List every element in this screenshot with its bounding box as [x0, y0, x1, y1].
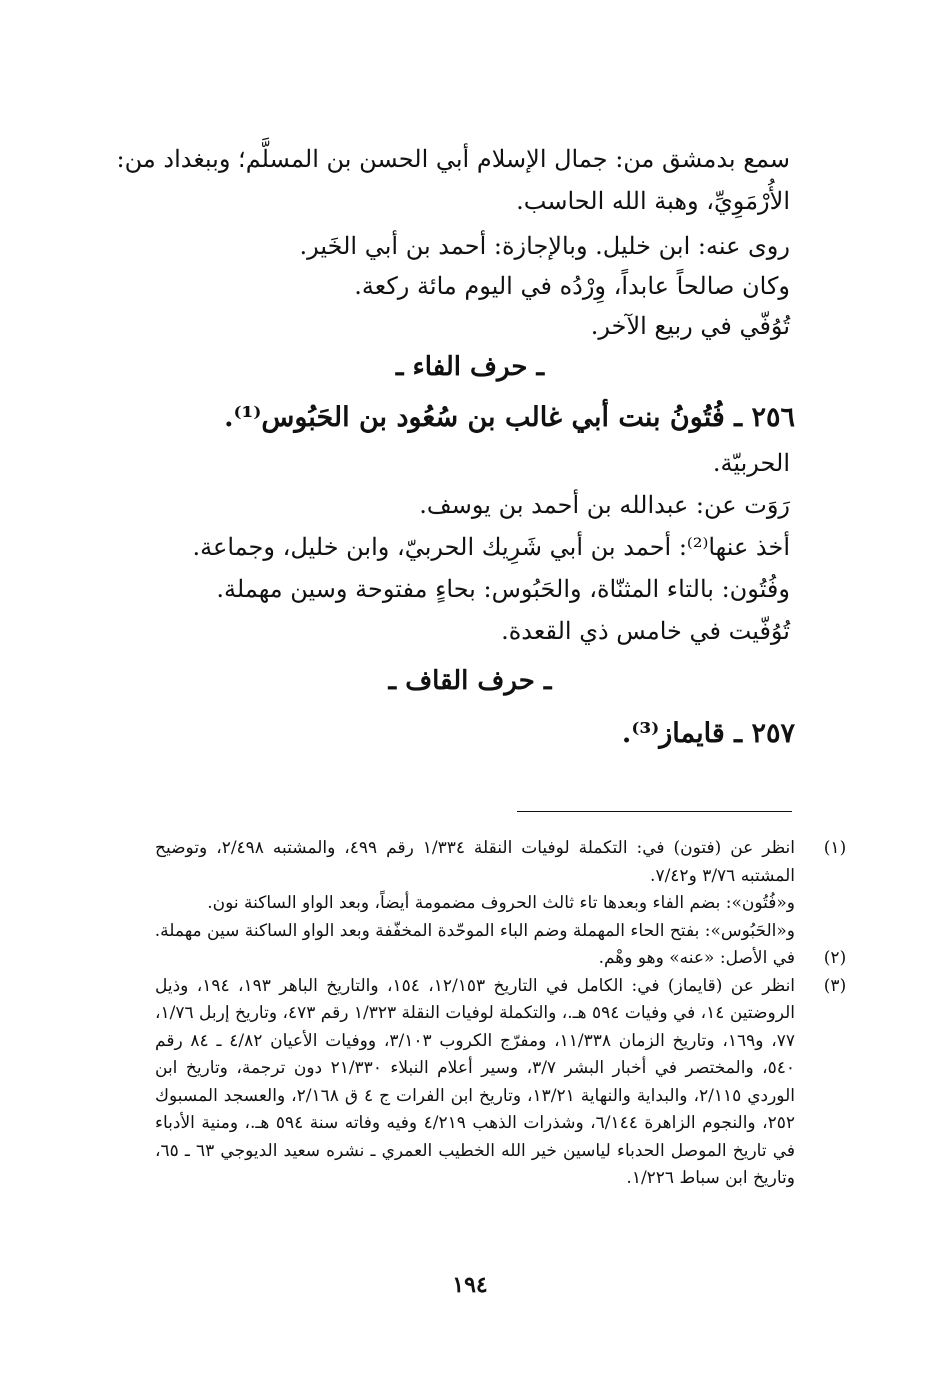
text-line: سمع بدمشق من: جمال الإسلام أبي الحسن بن المسلَّم؛ وببغداد من: — [116, 145, 790, 173]
entry-257-title: ٢٥٧ ـ قايماز⁽³⁾. — [621, 718, 795, 749]
text-line: رَوَت عن: عبدالله بن أحمد بن يوسف. — [419, 491, 790, 519]
footnote-text: انظر عن (فتون) في: التكملة لوفيات النقلة ١/٣٣٤ رقم ٤٩٩، والمشتبه ٢/٤٩٨، وتوضيح المشتبه ٣/٧٦ و٧/٤٢. — [155, 838, 795, 886]
footnotes — [154, 835, 847, 1193]
section-heading-faa: ـ حرف الفاء ـ — [395, 352, 545, 382]
text-line: وكان صالحاً عابداً، وِرْدُه في اليوم مائة ركعة. — [354, 272, 790, 300]
text-line: تُوُفّي في ربيع الآخر. — [590, 312, 790, 340]
section-heading-qaf: ـ حرف القاف ـ — [388, 666, 552, 696]
entry-256-title: ٢٥٦ ـ فُتُونُ بنت أبي غالب بن سُعُود بن الحَبُوس⁽¹⁾. — [224, 402, 795, 433]
intro-paragraphs — [120, 226, 790, 346]
text-line: روى عنه: ابن خليل. وبالإجازة: أحمد بن أبي الخَير. — [299, 232, 790, 260]
text-line: الحربيّة. — [712, 449, 790, 477]
footnote-subnote: و«فُتُون»: بضم الفاء وبعدها تاء ثالث الحروف مضمومة أيضاً، وبعد الواو الساكنة نون. — [207, 893, 795, 913]
text-line: تُوُفّيت في خامس ذي القعدة. — [501, 617, 790, 645]
footnote-text: في الأصل: «عنه» وهو وهْم. — [598, 948, 795, 968]
footnote-subnote: و«الحَبُوس»: بفتح الحاء المهملة وضم الباء الموحّدة المخفّفة وبعد الواو الساكنة سين مهملة. — [154, 920, 795, 941]
footnote-divider — [517, 811, 792, 812]
text-line: الأُرْمَوِيِّ، وهبة الله الحاسب. — [516, 187, 790, 215]
page-number: ١٩٤ — [452, 1272, 488, 1298]
footnote-1 — [154, 835, 847, 945]
footnote-text: انظر عن (قايماز) في: الكامل في التاريخ ١٢/١٥٣، ١٥٤، والتاريخ الباهر ١٩٣، ١٩٤، وذيل الروضتين ١٤، في وفيات ٥٩٤ هـ.، والتكملة لوفيات النقلة ١/٣٢٣ رقم ٤٧٣، وتاريخ إربل ١/٧٦، ٧٧، و١٦٩، وتاريخ الزمان ١١/٣٣٨، ومفرّج الكروب ٣/١٠٣، ووفيات الأعيان ٤/٨٢ ـ ٨٤ رقم ٥٤٠، والمختصر في أخبار البشر ٣/٧، وسير أعلام النبلاء ٢١/٣٣٠ دون ترجمة، وتاريخ ابن الوردي ٢/١١٥، والبداية والنهاية ١٣/٢١، وتاريخ ابن الفرات ج ٤ ق ٢/١٦٨، والعسجد المسبوك ٢٥٢، والنجوم الزاهرة ٦/١٤٤، وشذرات الذهب ٤/٢١٩ وفيه وفاته سنة ٥٩٤ هـ.، ومنية الأدباء في تاريخ الموصل الحدباء لياسين خير الله الخطيب العمري ـ نشره سعيد الديوجي ٦٣ ـ ٦٥، وتاريخ ابن سباط ١/٢٢٦. — [155, 975, 796, 1188]
footnote-number: (١) — [823, 838, 847, 858]
footnote-3 — [155, 973, 847, 1193]
intro-first-line — [90, 139, 790, 221]
entry-256-body — [120, 442, 790, 652]
text-line: أخذ عنها⁽²⁾: أحمد بن أبي شَرِيك الحربيّ، وابن خليل، وجماعة. — [192, 533, 790, 561]
text-line: وفُتُون: بالتاء المثنّاة، والحَبُوس: بحاءٍ مفتوحة وسين مهملة. — [216, 575, 790, 603]
footnote-2 — [155, 945, 847, 973]
footnote-number: (٣) — [823, 975, 847, 996]
footnote-number: (٢) — [823, 948, 847, 968]
